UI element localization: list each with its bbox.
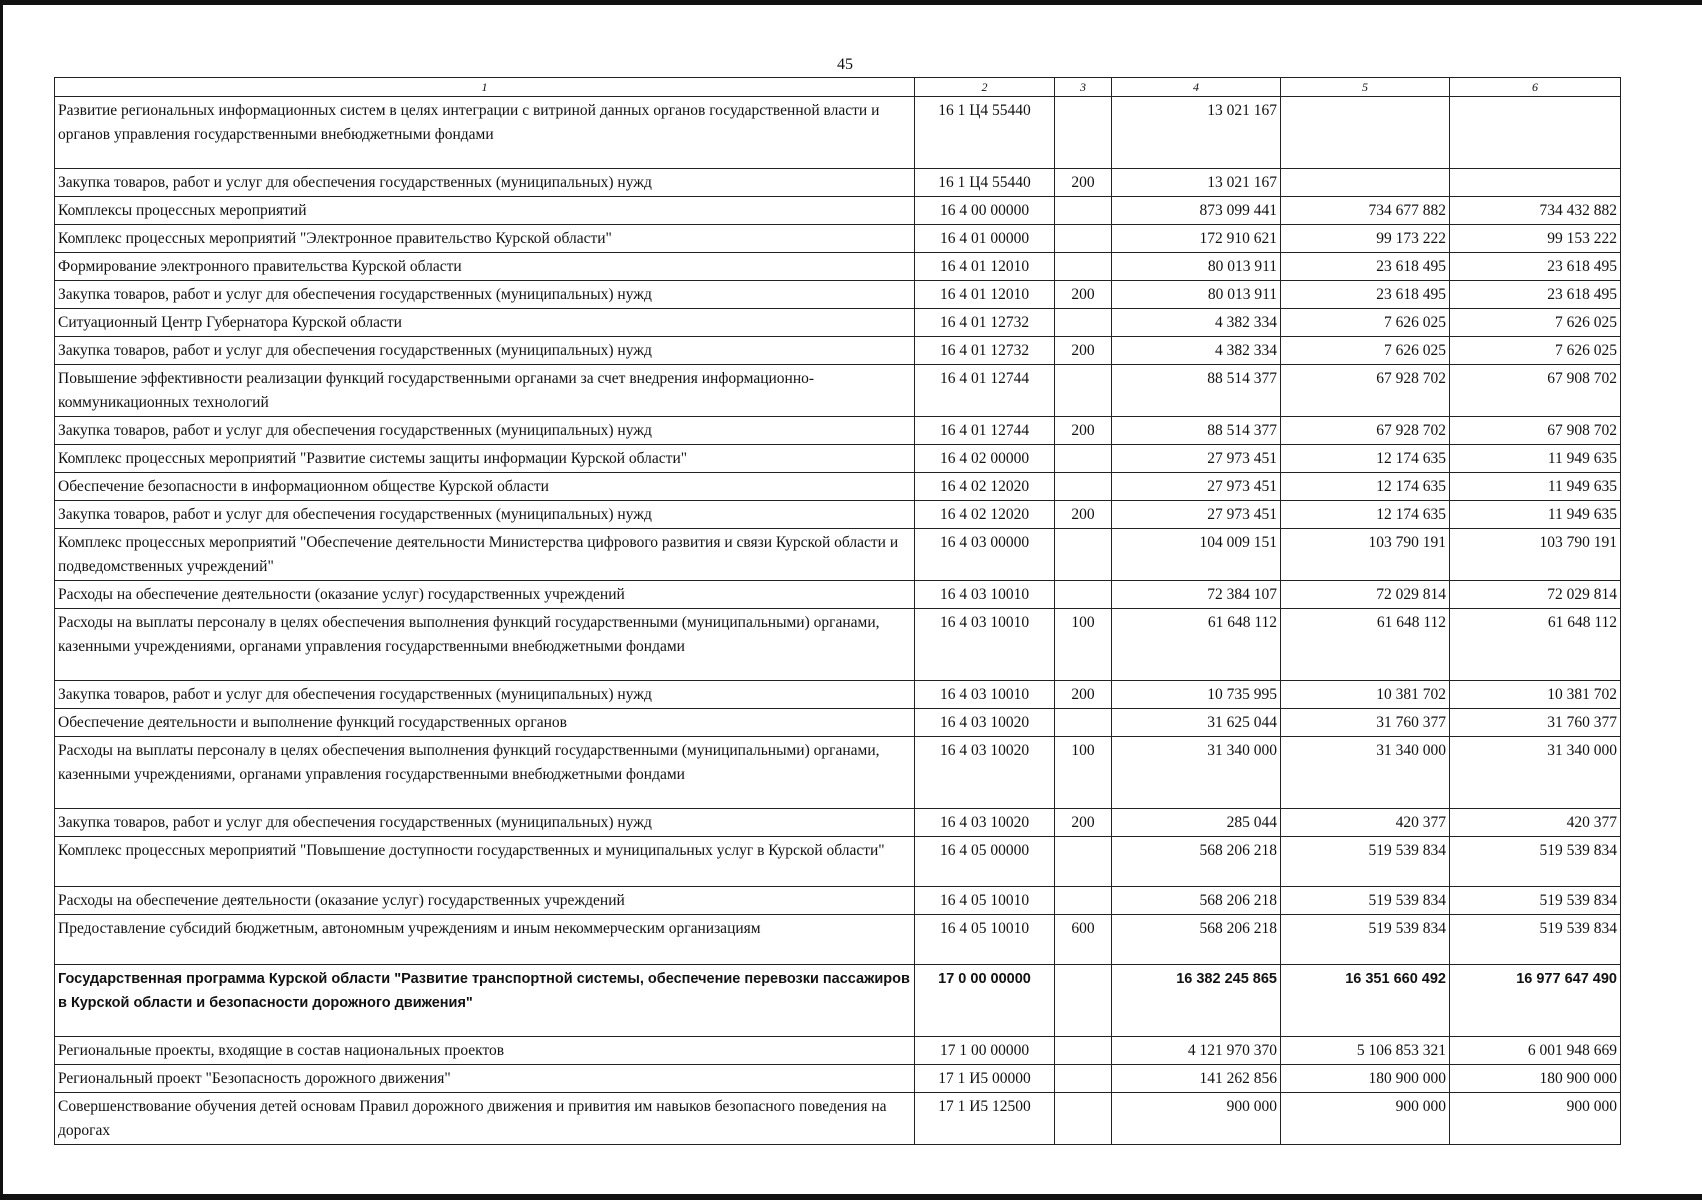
scan-border-bottom	[0, 1194, 1702, 1200]
row-value-5-cell: 99 173 222	[1281, 225, 1450, 253]
row-value-5-cell: 5 106 853 321	[1281, 1037, 1450, 1065]
row-type-cell	[1055, 309, 1112, 337]
row-type-cell	[1055, 225, 1112, 253]
column-number-row	[55, 78, 1621, 97]
table-body	[55, 97, 1621, 1145]
row-value-5-cell: 67 928 702	[1281, 417, 1450, 445]
row-value-4-cell: 80 013 911	[1112, 253, 1281, 281]
row-value-6-cell: 7 626 025	[1450, 309, 1621, 337]
row-type-cell	[1055, 197, 1112, 225]
table-row	[55, 281, 1621, 309]
row-code-cell: 16 4 00 00000	[915, 197, 1055, 225]
table-row	[55, 1065, 1621, 1093]
row-name-cell: Закупка товаров, работ и услуг для обеспечения государственных (муниципальных) нужд	[55, 281, 915, 309]
row-value-6-cell: 11 949 635	[1450, 445, 1621, 473]
row-code-cell: 16 4 03 10020	[915, 809, 1055, 837]
row-value-6-cell: 23 618 495	[1450, 253, 1621, 281]
row-type-cell: 100	[1055, 737, 1112, 809]
column-header-3: 3	[1055, 78, 1112, 97]
row-code-cell: 16 4 02 12020	[915, 501, 1055, 529]
row-type-cell	[1055, 709, 1112, 737]
row-name-cell: Региональные проекты, входящие в состав национальных проектов	[55, 1037, 915, 1065]
row-value-5-cell: 12 174 635	[1281, 473, 1450, 501]
table-row	[55, 581, 1621, 609]
row-value-5-cell: 12 174 635	[1281, 501, 1450, 529]
row-name-cell: Развитие региональных информационных систем в целях интеграции с витриной данных органов государственной власти и органов управления государственными внебюджетными фондами	[55, 97, 915, 169]
row-value-4-cell: 4 382 334	[1112, 337, 1281, 365]
table-row	[55, 501, 1621, 529]
row-code-cell: 16 4 05 00000	[915, 837, 1055, 887]
row-name-cell: Закупка товаров, работ и услуг для обеспечения государственных (муниципальных) нужд	[55, 681, 915, 709]
row-code-cell: 16 4 03 10020	[915, 737, 1055, 809]
row-type-cell	[1055, 445, 1112, 473]
page-number: 45	[837, 56, 853, 73]
column-header-6: 6	[1450, 78, 1621, 97]
row-value-6-cell: 99 153 222	[1450, 225, 1621, 253]
row-value-5-cell: 31 340 000	[1281, 737, 1450, 809]
table-row	[55, 309, 1621, 337]
row-value-4-cell: 568 206 218	[1112, 837, 1281, 887]
row-code-cell: 16 4 03 10010	[915, 581, 1055, 609]
table-row	[55, 609, 1621, 681]
table-row	[55, 473, 1621, 501]
row-code-cell: 16 1 Ц4 55440	[915, 169, 1055, 197]
row-type-cell: 200	[1055, 417, 1112, 445]
column-header-5: 5	[1281, 78, 1450, 97]
row-value-6-cell: 67 908 702	[1450, 365, 1621, 417]
row-value-6-cell: 31 760 377	[1450, 709, 1621, 737]
row-type-cell	[1055, 581, 1112, 609]
row-code-cell: 16 4 03 10010	[915, 681, 1055, 709]
row-name-cell: Комплекс процессных мероприятий "Обеспечение деятельности Министерства цифрового развития и связи Курской области и подведомственных учреждений"	[55, 529, 915, 581]
row-value-6-cell: 67 908 702	[1450, 417, 1621, 445]
row-value-4-cell: 141 262 856	[1112, 1065, 1281, 1093]
row-type-cell: 200	[1055, 337, 1112, 365]
row-code-cell: 16 4 01 12732	[915, 337, 1055, 365]
row-value-4-cell: 568 206 218	[1112, 915, 1281, 965]
budget-table	[54, 77, 1621, 1145]
row-value-5-cell: 7 626 025	[1281, 309, 1450, 337]
row-name-cell: Закупка товаров, работ и услуг для обеспечения государственных (муниципальных) нужд	[55, 809, 915, 837]
scan-border-left	[0, 0, 3, 1200]
row-value-4-cell: 61 648 112	[1112, 609, 1281, 681]
table-row	[55, 253, 1621, 281]
row-type-cell	[1055, 97, 1112, 169]
row-value-4-cell: 13 021 167	[1112, 169, 1281, 197]
table-row	[55, 529, 1621, 581]
row-code-cell: 17 1 00 00000	[915, 1037, 1055, 1065]
row-value-6-cell: 11 949 635	[1450, 501, 1621, 529]
row-type-cell: 200	[1055, 169, 1112, 197]
row-code-cell: 16 1 Ц4 55440	[915, 97, 1055, 169]
row-code-cell: 17 1 И5 00000	[915, 1065, 1055, 1093]
row-value-4-cell: 285 044	[1112, 809, 1281, 837]
row-value-6-cell: 16 977 647 490	[1450, 965, 1621, 1037]
row-value-5-cell: 72 029 814	[1281, 581, 1450, 609]
row-value-5-cell: 7 626 025	[1281, 337, 1450, 365]
row-code-cell: 17 0 00 00000	[915, 965, 1055, 1037]
row-value-5-cell: 519 539 834	[1281, 915, 1450, 965]
row-value-6-cell: 734 432 882	[1450, 197, 1621, 225]
row-value-6-cell: 103 790 191	[1450, 529, 1621, 581]
row-value-5-cell: 519 539 834	[1281, 887, 1450, 915]
row-type-cell	[1055, 887, 1112, 915]
table-row	[55, 225, 1621, 253]
row-name-cell: Обеспечение деятельности и выполнение функций государственных органов	[55, 709, 915, 737]
row-code-cell: 16 4 02 00000	[915, 445, 1055, 473]
row-value-6-cell: 61 648 112	[1450, 609, 1621, 681]
row-value-6-cell: 72 029 814	[1450, 581, 1621, 609]
row-value-5-cell: 900 000	[1281, 1093, 1450, 1145]
row-type-cell: 600	[1055, 915, 1112, 965]
column-header-4: 4	[1112, 78, 1281, 97]
row-name-cell: Закупка товаров, работ и услуг для обеспечения государственных (муниципальных) нужд	[55, 169, 915, 197]
row-value-4-cell: 27 973 451	[1112, 501, 1281, 529]
table-row	[55, 365, 1621, 417]
row-value-4-cell: 10 735 995	[1112, 681, 1281, 709]
row-type-cell: 100	[1055, 609, 1112, 681]
table-row	[55, 1093, 1621, 1145]
row-value-4-cell: 104 009 151	[1112, 529, 1281, 581]
row-code-cell: 16 4 03 00000	[915, 529, 1055, 581]
row-value-6-cell: 6 001 948 669	[1450, 1037, 1621, 1065]
row-code-cell: 16 4 02 12020	[915, 473, 1055, 501]
row-name-cell: Расходы на обеспечение деятельности (оказание услуг) государственных учреждений	[55, 581, 915, 609]
row-value-6-cell: 519 539 834	[1450, 887, 1621, 915]
row-name-cell: Предоставление субсидий бюджетным, автономным учреждениям и иным некоммерческим организациям	[55, 915, 915, 965]
row-type-cell: 200	[1055, 501, 1112, 529]
table-row	[55, 337, 1621, 365]
row-value-5-cell: 519 539 834	[1281, 837, 1450, 887]
row-name-cell: Повышение эффективности реализации функций государственными органами за счет внедрения информационно-коммуникационных технологий	[55, 365, 915, 417]
row-code-cell: 16 4 03 10010	[915, 609, 1055, 681]
scan-border-top	[0, 0, 1702, 5]
row-value-4-cell: 88 514 377	[1112, 417, 1281, 445]
row-value-4-cell: 27 973 451	[1112, 473, 1281, 501]
table-row	[55, 197, 1621, 225]
row-value-6-cell: 420 377	[1450, 809, 1621, 837]
row-value-4-cell: 900 000	[1112, 1093, 1281, 1145]
row-value-4-cell: 873 099 441	[1112, 197, 1281, 225]
row-type-cell	[1055, 1037, 1112, 1065]
row-value-6-cell: 11 949 635	[1450, 473, 1621, 501]
row-value-4-cell: 13 021 167	[1112, 97, 1281, 169]
row-name-cell: Закупка товаров, работ и услуг для обеспечения государственных (муниципальных) нужд	[55, 417, 915, 445]
row-code-cell: 16 4 01 12010	[915, 281, 1055, 309]
row-value-6-cell	[1450, 97, 1621, 169]
table-row	[55, 915, 1621, 965]
table-row	[55, 417, 1621, 445]
row-code-cell: 16 4 01 12744	[915, 417, 1055, 445]
row-value-4-cell: 568 206 218	[1112, 887, 1281, 915]
row-value-5-cell: 67 928 702	[1281, 365, 1450, 417]
row-value-5-cell: 103 790 191	[1281, 529, 1450, 581]
row-value-5-cell: 10 381 702	[1281, 681, 1450, 709]
row-code-cell: 16 4 01 12010	[915, 253, 1055, 281]
row-value-4-cell: 80 013 911	[1112, 281, 1281, 309]
row-code-cell: 16 4 01 12744	[915, 365, 1055, 417]
row-name-cell: Государственная программа Курской области "Развитие транспортной системы, обеспечение перевозки пассажиров в Курской области и безопасности дорожного движения"	[55, 965, 915, 1037]
row-name-cell: Расходы на выплаты персоналу в целях обеспечения выполнения функций государственными (муниципальными) органами, казенными учреждениями, органами управления государственными внебюджетными фондами	[55, 737, 915, 809]
table-row	[55, 1037, 1621, 1065]
row-type-cell: 200	[1055, 809, 1112, 837]
row-name-cell: Закупка товаров, работ и услуг для обеспечения государственных (муниципальных) нужд	[55, 337, 915, 365]
row-value-5-cell	[1281, 169, 1450, 197]
table-row	[55, 965, 1621, 1037]
row-name-cell: Комплекс процессных мероприятий "Развитие системы защиты информации Курской области"	[55, 445, 915, 473]
row-type-cell	[1055, 365, 1112, 417]
row-value-6-cell: 519 539 834	[1450, 915, 1621, 965]
row-value-6-cell	[1450, 169, 1621, 197]
row-name-cell: Закупка товаров, работ и услуг для обеспечения государственных (муниципальных) нужд	[55, 501, 915, 529]
table-row	[55, 445, 1621, 473]
row-name-cell: Комплексы процессных мероприятий	[55, 197, 915, 225]
row-value-6-cell: 7 626 025	[1450, 337, 1621, 365]
row-value-6-cell: 10 381 702	[1450, 681, 1621, 709]
table-row	[55, 737, 1621, 809]
row-name-cell: Комплекс процессных мероприятий "Повышение доступности государственных и муниципальных услуг в Курской области"	[55, 837, 915, 887]
row-value-5-cell: 31 760 377	[1281, 709, 1450, 737]
table-row	[55, 169, 1621, 197]
row-value-6-cell: 519 539 834	[1450, 837, 1621, 887]
row-value-5-cell: 23 618 495	[1281, 253, 1450, 281]
row-value-4-cell: 4 382 334	[1112, 309, 1281, 337]
table-row	[55, 97, 1621, 169]
row-value-4-cell: 4 121 970 370	[1112, 1037, 1281, 1065]
row-value-4-cell: 31 625 044	[1112, 709, 1281, 737]
row-name-cell: Ситуационный Центр Губернатора Курской области	[55, 309, 915, 337]
row-value-4-cell: 27 973 451	[1112, 445, 1281, 473]
row-type-cell	[1055, 1093, 1112, 1145]
row-code-cell: 16 4 01 00000	[915, 225, 1055, 253]
row-value-4-cell: 31 340 000	[1112, 737, 1281, 809]
row-type-cell	[1055, 253, 1112, 281]
row-value-5-cell: 420 377	[1281, 809, 1450, 837]
row-value-4-cell: 172 910 621	[1112, 225, 1281, 253]
row-name-cell: Формирование электронного правительства Курской области	[55, 253, 915, 281]
row-type-cell	[1055, 1065, 1112, 1093]
row-value-5-cell: 734 677 882	[1281, 197, 1450, 225]
column-header-2: 2	[915, 78, 1055, 97]
row-name-cell: Региональный проект "Безопасность дорожного движения"	[55, 1065, 915, 1093]
row-value-6-cell: 180 900 000	[1450, 1065, 1621, 1093]
row-name-cell: Расходы на обеспечение деятельности (оказание услуг) государственных учреждений	[55, 887, 915, 915]
row-code-cell: 16 4 05 10010	[915, 887, 1055, 915]
row-type-cell	[1055, 965, 1112, 1037]
row-type-cell	[1055, 529, 1112, 581]
row-value-4-cell: 72 384 107	[1112, 581, 1281, 609]
row-value-6-cell: 23 618 495	[1450, 281, 1621, 309]
row-type-cell	[1055, 837, 1112, 887]
row-value-6-cell: 31 340 000	[1450, 737, 1621, 809]
table-row	[55, 887, 1621, 915]
row-value-4-cell: 88 514 377	[1112, 365, 1281, 417]
row-code-cell: 16 4 03 10020	[915, 709, 1055, 737]
row-value-5-cell: 180 900 000	[1281, 1065, 1450, 1093]
table-row	[55, 809, 1621, 837]
row-value-5-cell: 61 648 112	[1281, 609, 1450, 681]
table-row	[55, 681, 1621, 709]
row-value-5-cell: 12 174 635	[1281, 445, 1450, 473]
row-value-5-cell: 16 351 660 492	[1281, 965, 1450, 1037]
row-name-cell: Комплекс процессных мероприятий "Электронное правительство Курской области"	[55, 225, 915, 253]
table-row	[55, 709, 1621, 737]
row-code-cell: 16 4 05 10010	[915, 915, 1055, 965]
row-value-6-cell: 900 000	[1450, 1093, 1621, 1145]
row-type-cell: 200	[1055, 281, 1112, 309]
column-header-1: 1	[55, 78, 915, 97]
table-row	[55, 837, 1621, 887]
row-code-cell: 17 1 И5 12500	[915, 1093, 1055, 1145]
row-value-5-cell: 23 618 495	[1281, 281, 1450, 309]
row-type-cell: 200	[1055, 681, 1112, 709]
row-name-cell: Совершенствование обучения детей основам Правил дорожного движения и привития им навыков безопасного поведения на дорогах	[55, 1093, 915, 1145]
row-value-5-cell	[1281, 97, 1450, 169]
row-value-4-cell: 16 382 245 865	[1112, 965, 1281, 1037]
row-code-cell: 16 4 01 12732	[915, 309, 1055, 337]
row-type-cell	[1055, 473, 1112, 501]
row-name-cell: Обеспечение безопасности в информационном обществе Курской области	[55, 473, 915, 501]
row-name-cell: Расходы на выплаты персоналу в целях обеспечения выполнения функций государственными (муниципальными) органами, казенными учреждениями, органами управления государственными внебюджетными фондами	[55, 609, 915, 681]
